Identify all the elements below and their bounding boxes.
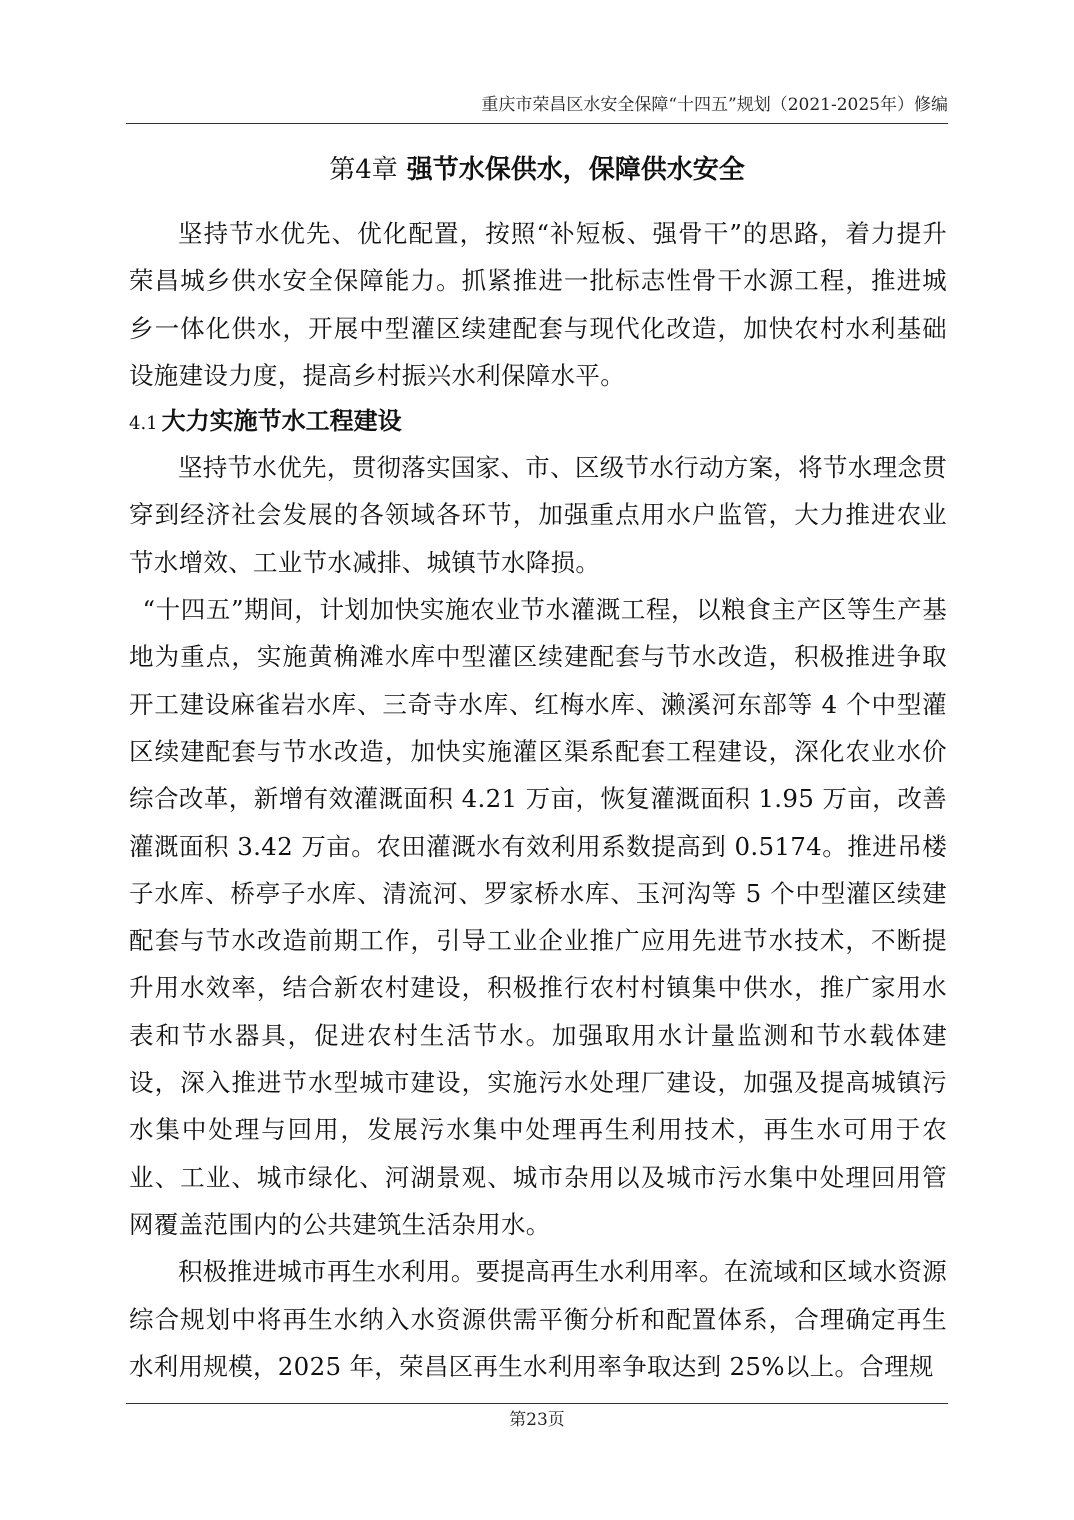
chapter-number: 第4章 bbox=[329, 155, 398, 185]
intro-paragraph: 坚持节水优先、优化配置，按照“补短板、强骨干”的思路，着力提升荣昌城乡供水安全保障能力。抓紧推进一批标志性骨干水源工程，推进城乡一体化供水，开展中型灌区续建配套与现代化改造，加快农村水利基础设施建设力度，提高乡村振兴水利保障水平。 bbox=[129, 219, 947, 390]
running-header: 重庆市荣昌区水安全保障“十四五”规划（2021-2025年）修编 bbox=[481, 95, 948, 115]
section-number: 4.1 bbox=[129, 413, 158, 435]
chapter-title-text: 强节水保供水，保障供水安全 bbox=[406, 155, 745, 185]
chapter-title bbox=[126, 150, 948, 190]
section-paragraph-1: 坚持节水优先，贯彻落实国家、市、区级节水行动方案，将节水理念贯穿到经济社会发展的各领域各环节，加强重点用水户监管，大力推进农业节水增效、工业节水减排、城镇节水降损。 bbox=[129, 453, 947, 577]
footer-rule bbox=[126, 1403, 948, 1404]
section-heading bbox=[129, 399, 947, 444]
page-number: 第23页 bbox=[509, 1410, 565, 1430]
document-body bbox=[129, 210, 947, 1390]
section-paragraph-2: “十四五”期间，计划加快实施农业节水灌溉工程，以粮食主产区等生产基地为重点，实施黄桷滩水库中型灌区续建配套与节水改造，积极推进争取开工建设麻雀岩水库、三奇寺水库、红梅水库、濑溪河东部等 4 个中型灌区续建配套与节水改造，加快实施灌区渠系配套工程建设，深化农业水价综合改革，新增有效灌溉面积 4.21 万亩，恢复灌溉面积 1.95 万亩，改善灌溉面积 3.42 万亩。农田灌溉水有效利用系数提高到 0.5174。推进吊楼子水库、桥亭子水库、清流河、罗家桥水库、玉河沟等 5 个中型灌区续建配套与节水改造前期工作，引导工业企业推广应用先进节水技术，不断提升用水效率，结合新农村建设，积极推行农村村镇集中供水，推广家用水表和节水器具，促进农村生活节水。加强取用水计量监测和节水载体建设，深入推进节水型城市建设，实施污水处理厂建设，加强及提高城镇污水集中处理与回用，发展污水集中处理再生利用技术，再生水可用于农业、工业、城市绿化、河湖景观、城市杂用以及城市污水集中处理回用管网覆盖范围内的公共建筑生活杂用水。 bbox=[129, 595, 947, 1239]
section-paragraph-3: 积极推进城市再生水利用。要提高再生水利用率。在流域和区域水资源综合规划中将再生水纳入水资源供需平衡分析和配置体系，合理确定再生水利用规模，2025 年，荣昌区再生水利用率争取达到 25%以上。合理规 bbox=[129, 1257, 947, 1381]
section-title: 大力实施节水工程建设 bbox=[161, 407, 402, 436]
header-rule bbox=[126, 123, 948, 124]
